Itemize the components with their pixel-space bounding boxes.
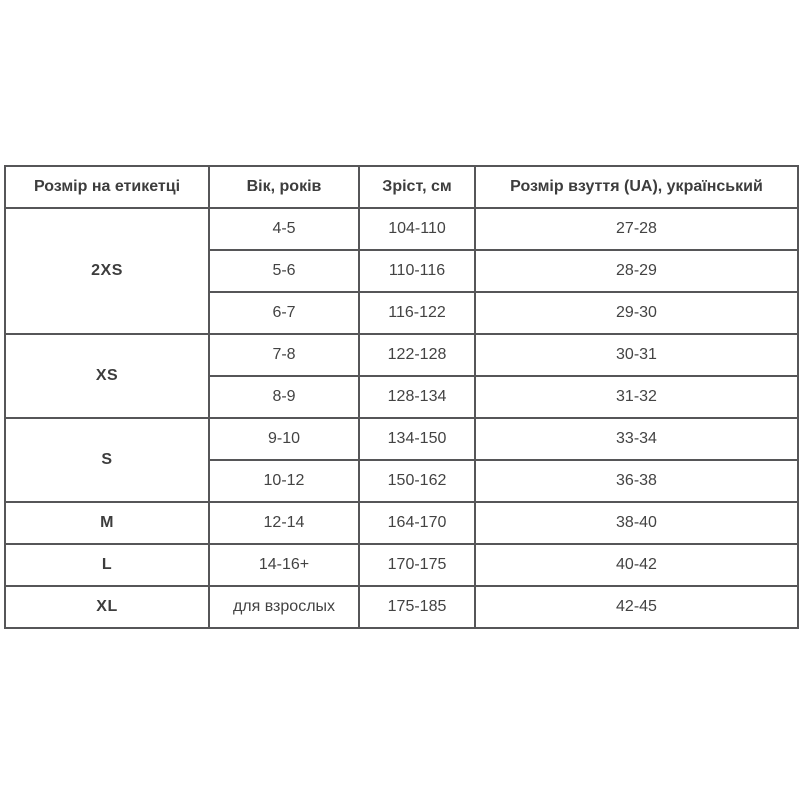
header-shoe-size: Розмір взуття (UA), український — [475, 166, 798, 208]
table-row — [5, 544, 798, 586]
height-cell: 164-170 — [359, 502, 475, 544]
shoe-cell: 36-38 — [475, 460, 798, 502]
header-size-label: Розмір на етикетці — [5, 166, 209, 208]
header-age: Вік, років — [209, 166, 359, 208]
height-cell: 150-162 — [359, 460, 475, 502]
shoe-cell: 33-34 — [475, 418, 798, 460]
age-cell: 7-8 — [209, 334, 359, 376]
height-cell: 170-175 — [359, 544, 475, 586]
age-cell: 12-14 — [209, 502, 359, 544]
size-label-cell: M — [5, 502, 209, 544]
size-chart-table — [4, 165, 799, 629]
height-cell: 116-122 — [359, 292, 475, 334]
header-row — [5, 166, 798, 208]
shoe-cell: 31-32 — [475, 376, 798, 418]
table-row — [5, 208, 798, 250]
height-cell: 122-128 — [359, 334, 475, 376]
table-row — [5, 418, 798, 460]
height-cell: 110-116 — [359, 250, 475, 292]
shoe-cell: 28-29 — [475, 250, 798, 292]
header-height: Зріст, см — [359, 166, 475, 208]
shoe-cell: 30-31 — [475, 334, 798, 376]
table-row — [5, 502, 798, 544]
shoe-cell: 27-28 — [475, 208, 798, 250]
size-label-cell: XL — [5, 586, 209, 628]
size-label-cell: XS — [5, 334, 209, 418]
table-row — [5, 334, 798, 376]
height-cell: 134-150 — [359, 418, 475, 460]
height-cell: 104-110 — [359, 208, 475, 250]
table-row — [5, 586, 798, 628]
height-cell: 128-134 — [359, 376, 475, 418]
age-cell: 4-5 — [209, 208, 359, 250]
shoe-cell: 42-45 — [475, 586, 798, 628]
age-cell: 6-7 — [209, 292, 359, 334]
age-cell: 5-6 — [209, 250, 359, 292]
shoe-cell: 29-30 — [475, 292, 798, 334]
height-cell: 175-185 — [359, 586, 475, 628]
size-label-cell: L — [5, 544, 209, 586]
age-cell: 8-9 — [209, 376, 359, 418]
age-cell: 9-10 — [209, 418, 359, 460]
age-cell: 10-12 — [209, 460, 359, 502]
size-label-cell: S — [5, 418, 209, 502]
shoe-cell: 40-42 — [475, 544, 798, 586]
size-label-cell: 2XS — [5, 208, 209, 334]
age-cell: 14-16+ — [209, 544, 359, 586]
age-cell: для взрослых — [209, 586, 359, 628]
shoe-cell: 38-40 — [475, 502, 798, 544]
